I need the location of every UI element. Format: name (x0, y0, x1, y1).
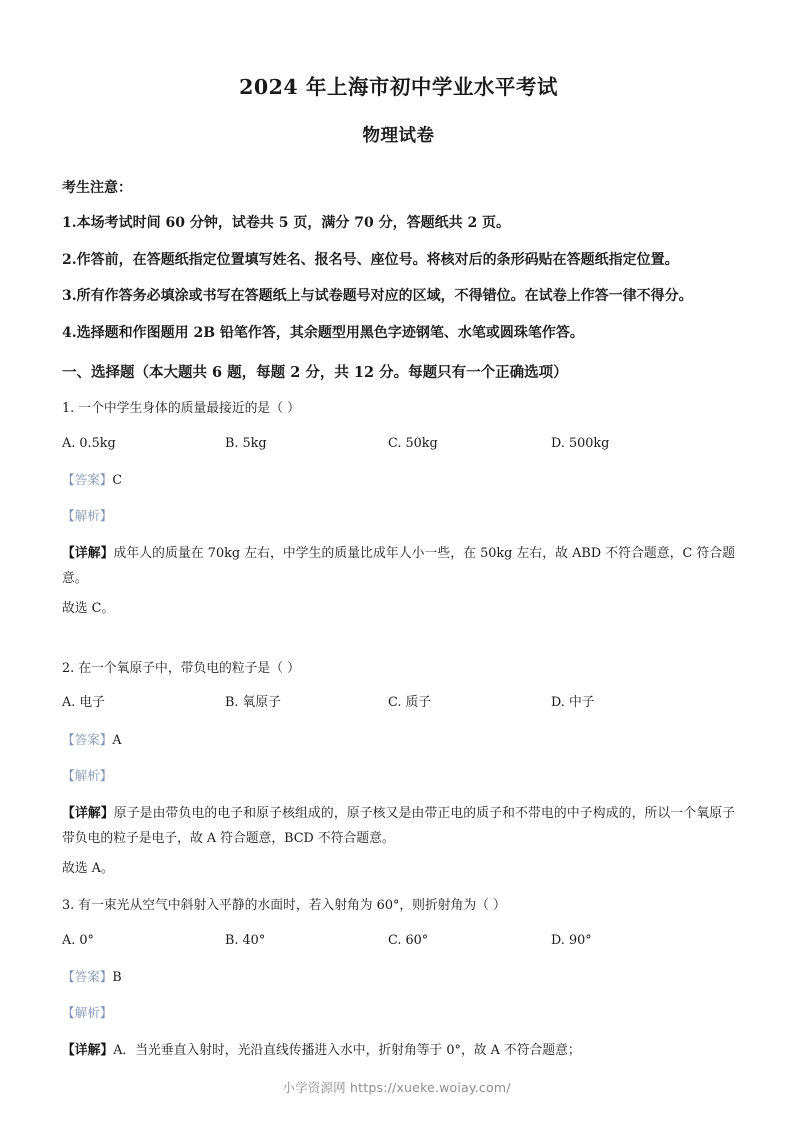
option-b[interactable]: B. 5kg (225, 435, 267, 451)
option-b[interactable]: B. 氧原子 (225, 695, 281, 711)
option-a[interactable]: A. 电子 (62, 695, 105, 711)
conclusion-line: 故选 C。 (62, 601, 115, 617)
option-a[interactable]: A. 0.5kg (62, 435, 116, 451)
analysis-label: 【解析】 (62, 1005, 113, 1021)
answer-value: A (112, 731, 122, 747)
option-d[interactable]: D. 中子 (551, 695, 595, 711)
question-stem: 3. 有一束光从空气中斜射入平静的水面时，若入射角为 60°，则折射角为（ ） (62, 898, 506, 914)
option-b[interactable]: B. 40° (225, 932, 266, 948)
question-block-2 (62, 659, 735, 880)
detail-block (62, 542, 735, 592)
detail-text: 成年人的质量在 70kg 左右，中学生的质量比成年人小一些，在 50kg 左右，故 ABD 不符合题意，C 符合题意。 (62, 546, 735, 587)
notice-item-3: 3.所有作答务必填涂或书写在答题纸上与试卷题号对应的区域，不得错位。在试卷上作答一律不得分。 (62, 288, 693, 305)
conclusion-line: 故选 A。 (62, 860, 114, 876)
analysis-label-line (62, 1003, 735, 1023)
notice-item-1: 1.本场考试时间 60 分钟，试卷共 5 页，满分 70 分，答题纸共 2 页。 (62, 215, 511, 232)
question-stem: 2. 在一个氧原子中，带负电的粒子是（ ） (62, 660, 300, 676)
option-c[interactable]: C. 质子 (388, 695, 432, 711)
answer-label: 【答案】 (62, 969, 113, 985)
analysis-label: 【解析】 (62, 767, 113, 783)
detail-label: 【详解】 (62, 1043, 114, 1059)
answer-value: C (112, 471, 123, 487)
page-title: 2024 年上海市初中学业水平考试 (239, 75, 558, 99)
option-c[interactable]: C. 50kg (388, 435, 438, 451)
detail-label: 【详解】 (62, 546, 114, 562)
option-c[interactable]: C. 60° (388, 932, 429, 948)
analysis-label-line (62, 506, 735, 526)
page-subtitle: 物理试卷 (362, 125, 435, 146)
notice-item-2: 2.作答前，在答题纸指定位置填写姓名、报名号、座位号。将核对后的条形码贴在答题纸指定位置。 (62, 251, 679, 268)
question-spacer (62, 620, 735, 646)
question-options (62, 693, 735, 713)
question-stem: 1. 一个中学生身体的质量最接近的是（ ） (62, 401, 300, 417)
question-block-1 (62, 399, 735, 620)
option-d[interactable]: D. 90° (551, 932, 592, 948)
section-heading-choice: 一、选择题（本大题共 6 题，每题 2 分，共 12 分。每题只有一个正确选项） (62, 364, 568, 382)
question-spacer (62, 879, 735, 883)
notice-heading: 考生注意： (62, 180, 132, 196)
answer-label: 【答案】 (62, 731, 113, 747)
answer-line (62, 730, 735, 750)
detail-label: 【详解】 (62, 805, 114, 821)
detail-text: A．当光垂直入射时，光沿直线传播进入水中，折射角等于 0°，故 A 不符合题意； (113, 1043, 581, 1059)
option-a[interactable]: A. 0° (62, 932, 94, 948)
answer-label: 【答案】 (62, 471, 113, 487)
answer-line (62, 470, 735, 490)
detail-block (62, 1039, 735, 1064)
analysis-label: 【解析】 (62, 508, 113, 524)
option-d[interactable]: D. 500kg (551, 435, 610, 451)
detail-block (62, 802, 735, 852)
notice-item-4: 4.选择题和作图题用 2B 铅笔作答，其余题型用黑色字迹钢笔、水笔或圆珠笔作答。 (62, 324, 584, 341)
question-options (62, 434, 735, 454)
question-block-3 (62, 896, 735, 1064)
question-options (62, 931, 735, 951)
footer-watermark: 小学资源网 https://xueke.woiay.com/ (282, 1080, 511, 1095)
answer-line (62, 967, 735, 987)
detail-text: 原子是由带负电的电子和原子核组成的，原子核又是由带正电的质子和不带电的中子构成的，所以一个氧原子带负电的粒子是电子，故 A 符合题意，BCD 不符合题意。 (62, 805, 736, 846)
analysis-label-line (62, 766, 735, 786)
answer-value: B (112, 969, 122, 985)
